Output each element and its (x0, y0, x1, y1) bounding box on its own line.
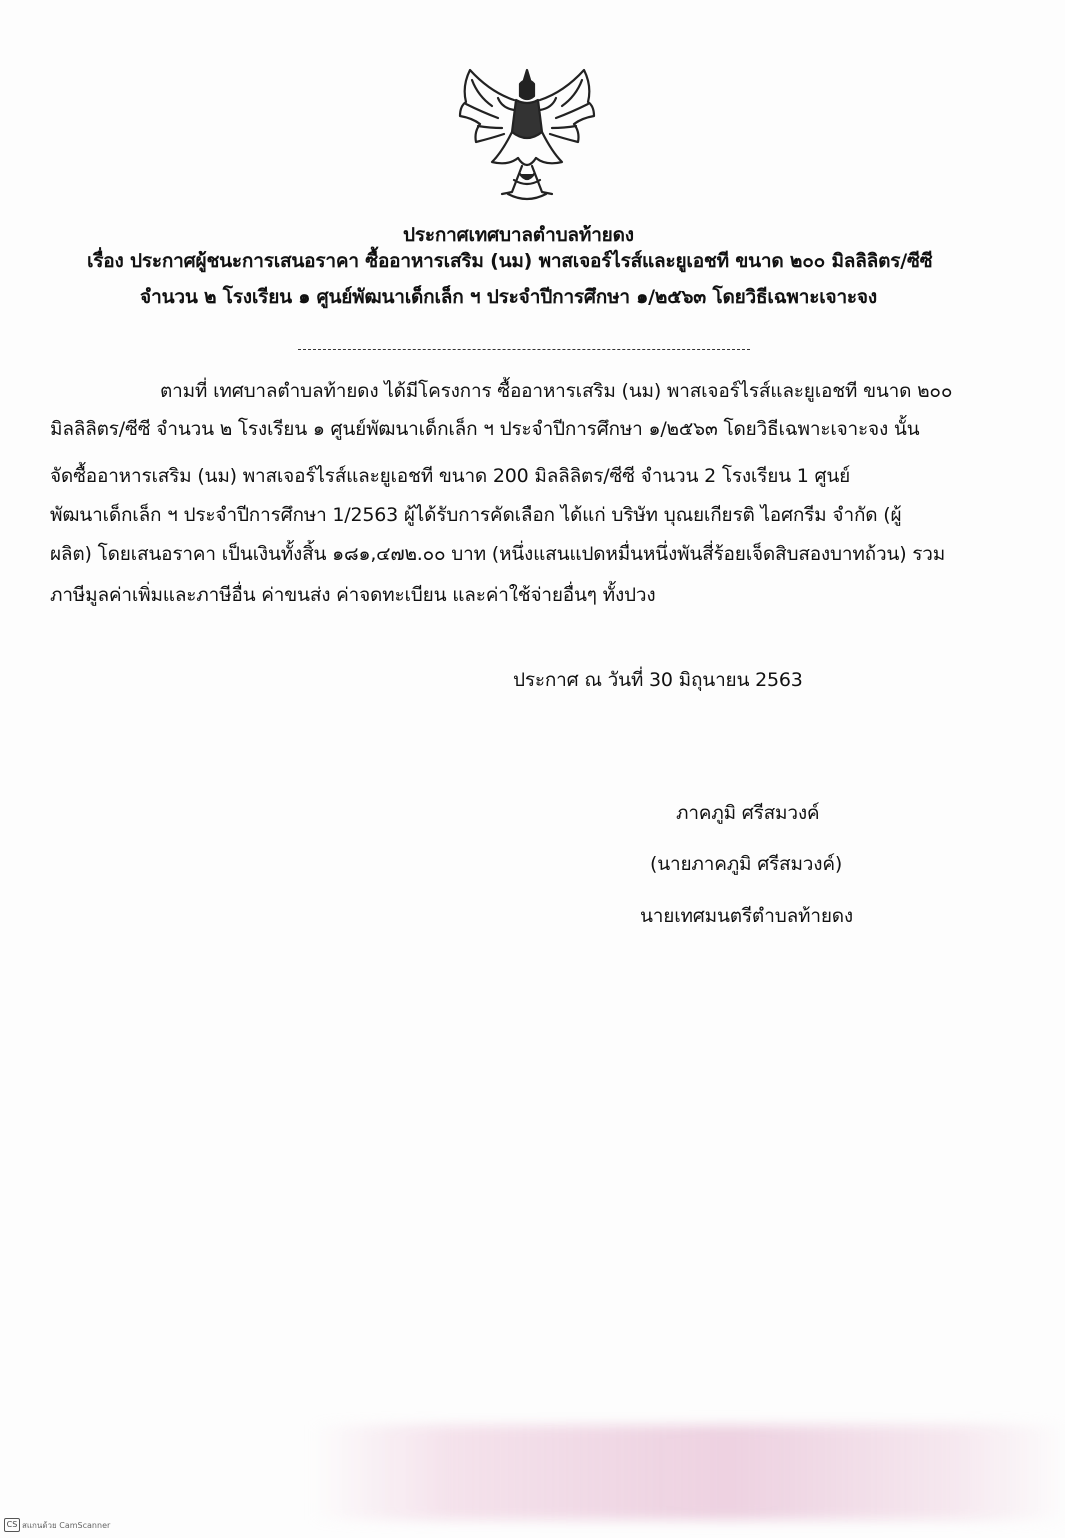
body-line-1: ตามที่ เทศบาลตำบลท้ายดง ได้มีโครงการ ซื้ออาหารเสริม (นม) พาสเจอร์ไรส์และยูเอชที ขนาด ๒๐๐ (160, 380, 953, 402)
body-line-4: พัฒนาเด็กเล็ก ฯ ประจำปีการศึกษา 1/2563 ผู้ได้รับการคัดเลือก ได้แก่ บริษัท บุณยเกียรติ ไอศกรีม จำกัด (ผู้ (50, 504, 902, 526)
body-line-2: มิลลิลิตร/ซีซี จำนวน ๒ โรงเรียน ๑ ศูนย์พัฒนาเด็กเล็ก ฯ ประจำปีการศึกษา ๑/๒๕๖๓ โดยวิธีเฉพาะเจาะจง นั้น (50, 418, 920, 440)
signature-name: ภาคภูมิ ศรีสมวงค์ (676, 802, 820, 824)
scan-smudge (310, 1425, 1065, 1520)
announce-date: ประกาศ ณ วันที่ 30 มิถุนายน 2563 (513, 669, 803, 691)
subject-line-2: จำนวน ๒ โรงเรียน ๑ ศูนย์พัฒนาเด็กเล็ก ฯ ประจำปีการศึกษา ๑/๒๕๖๓ โดยวิธีเฉพาะเจาะจง (140, 286, 877, 308)
camscanner-caption: สแกนด้วย CamScanner (22, 1521, 111, 1530)
printed-name: (นายภาคภูมิ ศรีสมวงค์) (650, 853, 843, 875)
body-line-6: ภาษีมูลค่าเพิ่มและภาษีอื่น ค่าขนส่ง ค่าจดทะเบียน และค่าใช้จ่ายอื่นๆ ทั้งปวง (50, 584, 656, 606)
agency-title: ประกาศเทศบาลตำบลท้ายดง (403, 224, 634, 246)
subject-line-1: เรื่อง ประกาศผู้ชนะการเสนอราคา ซื้ออาหารเสริม (นม) พาสเจอร์ไรส์และยูเอชที ขนาด ๒๐๐ มิลลิลิตร/ซีซี (87, 250, 933, 272)
camscanner-logo-icon: CS (4, 1518, 20, 1532)
divider (298, 349, 750, 350)
body-line-3: จัดซื้ออาหารเสริม (นม) พาสเจอร์ไรส์และยูเอชที ขนาด 200 มิลลิลิตร/ซีซี จำนวน 2 โรงเรียน 1 ศูนย์ (50, 465, 851, 487)
signer-position: นายเทศมนตรีตำบลท้ายดง (640, 905, 853, 927)
body-line-5: ผลิต) โดยเสนอราคา เป็นเงินทั้งสิ้น ๑๘๑,๔๗๒.๐๐ บาท (หนึ่งแสนแปดหมื่นหนึ่งพันสี่ร้อยเจ็ดสิบสองบาทถ้วน) รวม (50, 543, 946, 565)
garuda-emblem-icon (452, 62, 602, 212)
